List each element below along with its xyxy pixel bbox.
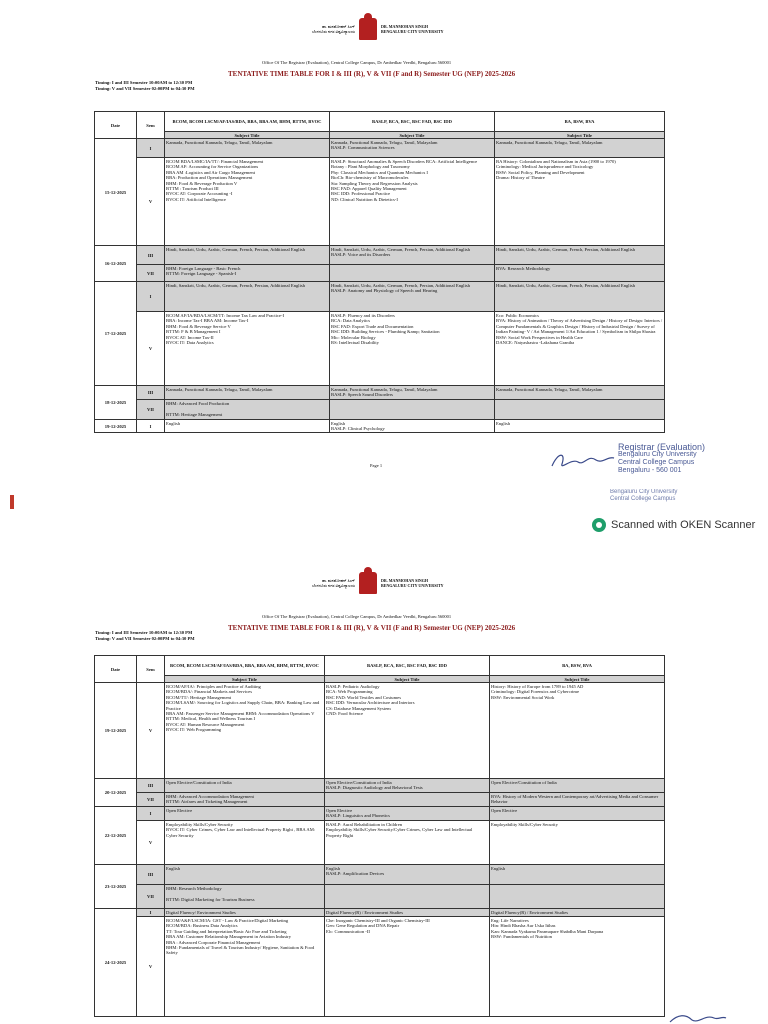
office-address: Office Of The Registrar (Evaluation), Central College Campus, Dr Ambedkar Veedhi, Bengaluru 560001: [262, 614, 452, 619]
subject-cell-3: Eng: Life Narratives Hin: Hindi Bhasha Aur Uska Itihas Kan: Kannada Vyakarna Paramapare Shabdha Mani Darpana BSW: Fundamentals of Nutrition: [490, 917, 665, 1017]
document-title: TENTATIVE TIME TABLE FOR I & III (R), V & VII (F and R) Semester UG (NEP) 2025-2026: [228, 70, 516, 78]
header-english: DR. MANMOHAN SINGH BENGALURU CITY UNIVERSITY: [381, 578, 444, 588]
semester: VII: [137, 265, 165, 282]
university-header: [300, 18, 461, 40]
subject-cell-3: Kannada, Functional Kannada, Telugu, Tamil, Malayalam: [495, 386, 665, 400]
header-col1: BCOM, BCOM LSCM/AF/IAS/BDA, BBA, BBA AM, BHM, BTTM, BVOC: [165, 112, 330, 132]
table-row: [95, 807, 665, 821]
exam-date: 22-12-2025: [95, 807, 137, 865]
semester: V: [137, 917, 165, 1017]
semester: III: [137, 386, 165, 400]
semester: I: [137, 807, 165, 821]
page-number: Page 1: [370, 463, 383, 468]
semester: III: [137, 779, 165, 793]
subject-cell-3: Digital Fluency(R) / Environment Studies: [490, 909, 665, 917]
semester: I: [137, 420, 165, 433]
subject-cell-2: [325, 793, 490, 807]
document-title: TENTATIVE TIME TABLE FOR I & III (R), V & VII (F and R) Semester UG (NEP) 2025-2026: [228, 624, 516, 632]
registrar-stamp: Registrar (Evaluation) Bengaluru City University Central College Campus Bengaluru - 560 001: [618, 442, 706, 474]
subject-cell-1: BHM: Advanced Accommodation Management BTTM: Airfares and Ticketing Management: [165, 793, 325, 807]
table-row: [95, 793, 665, 807]
header-sem: Sem: [137, 656, 165, 683]
header-col3: BA, BSW, BVA: [495, 112, 665, 132]
semester: V: [137, 683, 165, 779]
timing-info: Timing: I and III Semester 10:00AM to 12:30 PM Timing: V and VII Semester 02:00PM to 04:30 PM: [95, 80, 195, 91]
header-subject-title: Subject Title: [325, 676, 490, 683]
subject-cell-1: Kannada, Functional Kannada, Telugu, Tamil, Malayalam: [165, 139, 330, 158]
header-col2: BASLP, BCA, BSC, BSC FAD, BSC IDD: [330, 112, 495, 132]
subject-cell-2: [330, 265, 495, 282]
subject-cell-1: BCOM/AF/IA/: Principles and Practice of Auditing BCOM/BDA/: Financial Markets and Services BCOM/TT/: Heritage Management BCOM/LSAM/: Sourcing for Logistics and Supply Chain, BBA: Banking Law and Practice BBA AM: Passenger Service Management BHM: Accommodation Operations V BTTM: Medical, Health and Wellness Tourism I BVOC AT: Human Resource Management BVOC IT: Web Programming: [165, 683, 325, 779]
table-row: [95, 779, 665, 793]
subject-cell-1: Hindi, Sanskrit, Urdu, Arabic, German, French, Persian, Additional English: [165, 246, 330, 265]
subject-cell-1: BCOM/A&F/LSCM/IA: GST - Law & Practice/Digital Marketing BCOM/BDA: Business Data Analytics TT: Tour Guiding and Interpretation/Basic Air Fare and Ticketing BBA AM: Customer Relationship Management in Aviation Industry BBA : Advanced Corporate Financial Management BHM: Fundamentals of Travel & Tourism Industry/ Hygiene, Sanitation & Food Safety: [165, 917, 325, 1017]
header-sem: Sem: [137, 112, 165, 139]
table-row: [95, 386, 665, 400]
subject-cell-2: BASLP: Structural Anomalies & Speech Disorders BCA: Artificial Intelligence Botany : Plant Morphology and Taxonomy Phy: Classical Mechanics and Quantum Mechanics I BioCh: Bio-chemistry of Macromolecules Sta: Sampling Theory and Regression Analysis BSC FAD: Apparel Quality Management BSC IDD: Professional Practice ND: Clinical Nutrition & Dietetics-I: [330, 158, 495, 246]
subject-cell-2: BASLP: Aural Rehabilitation in Children Employability Skills/Cyber Security/Cyber Crimes, Cyber Law and Intellectual Property Right: [325, 821, 490, 865]
table-row: [95, 917, 665, 1017]
semester: I: [137, 139, 165, 158]
subject-cell-2: English BASLP: Clinical Psychology: [330, 420, 495, 433]
header-date: Date: [95, 112, 137, 139]
scanner-watermark: Scanned with OKEN Scanner: [592, 518, 755, 532]
table-row: [95, 312, 665, 386]
university-crest-icon: [359, 18, 377, 40]
subject-cell-1: BCOM AF/IA/BDA/LSCM/TT: Income Tax Law and Practice-I BBA: Income Tax-I BBA AM: Income Tax-I BHM: Food & Beverage Service V BTTM: F & B Management I BVOC AT: Income Tax-II BVOC IT: Data Analytics: [165, 312, 330, 386]
table-row: [95, 821, 665, 865]
header-date: Date: [95, 656, 137, 683]
subject-cell-2: Hindi, Sanskrit, Urdu, Arabic, German, French, Persian, Additional English BASLP: Anatomy and Physiology of Speech and Hearing: [330, 282, 495, 312]
signature-icon: [668, 1012, 728, 1024]
subject-cell-2: Hindi, Sanskrit, Urdu, Arabic, German, French, Persian, Additional English BASLP: Voice and its Disorders: [330, 246, 495, 265]
subject-cell-3: Eco: Public Economics BVA: History of Animation / Theory of Advertising Design / History of Design: Interiors / Computer Fundamentals & Graphics Design / History of Industrial Design / Survey of Indian Painting- V / Art Management 1/Art Education 1 / Symbolism in Shilpa Shastra BSW: Social Work Perspectives in Health Care DANCE: Natyashastra -Lakshana Grantha: [495, 312, 665, 386]
exam-date: 24-12-2025: [95, 909, 137, 1017]
subject-cell-2: BASLP: Fluency and its Disorders BCA: Data Analytics BSC FAD: Export Trade and Documentation BSC IDD: Building Services - Plumbing &amp; Sanitation Mic: Molecular Biology RS: Intellectual Disability: [330, 312, 495, 386]
subject-cell-3: Hindi, Sanskrit, Urdu, Arabic, German, French, Persian, Additional English: [495, 246, 665, 265]
header-subject-title: Subject Title: [490, 676, 665, 683]
header-col3: BA, BSW, BVA: [490, 656, 665, 676]
header-subject-title: Subject Title: [330, 132, 495, 139]
registrar-stamp-secondary: Bengaluru City University Central College Campus: [610, 489, 678, 502]
timing-info: Timing: I and III Semester 10:00AM to 12:30 PM Timing: V and VII Semester 02:00PM to 04:30 PM: [95, 630, 195, 641]
timetable-page-1: [94, 111, 665, 433]
subject-cell-2: Digital Fluency(R) / Environment Studies: [325, 909, 490, 917]
table-row: [95, 246, 665, 265]
table-row: [95, 282, 665, 312]
subject-cell-2: Kannada, Functional Kannada, Telugu, Tamil, Malayalam BASLP: Speech Sound Disorders: [330, 386, 495, 400]
subject-cell-2: [330, 400, 495, 420]
subject-cell-3: Hindi, Sanskrit, Urdu, Arabic, German, French, Persian, Additional English: [495, 282, 665, 312]
subject-cell-1: Open Elective: [165, 807, 325, 821]
semester: VII: [137, 400, 165, 420]
subject-cell-2: Open Elective/Constitution of India BASLP: Diagnostic Audiology and Behavioral Tests: [325, 779, 490, 793]
subject-cell-1: BHM: Advanced Food Production BTTM: Heritage Management: [165, 400, 330, 420]
semester: V: [137, 312, 165, 386]
subject-cell-2: Kannada, Functional Kannada, Telugu, Tamil, Malayalam BASLP: Communication Sciences: [330, 139, 495, 158]
table-row: [95, 420, 665, 433]
semester: I: [137, 909, 165, 917]
subject-cell-1: BCOM BDA/LSMC/IA/TT/: Financial Management BCOM AF: Accounting for Service Organizations BBA AM :Logistics and Air Cargo Management BBA: Production and Operations Management BHM: Food & Beverage Production V BTTM : Tourism Product III BVOC AT: Corporate Accounting -I BVOC IT: Artificial Intelligence: [165, 158, 330, 246]
header-subject-title: Subject Title: [165, 676, 325, 683]
subject-cell-1: BHM: Foreign Language - Basic French BTTM: Foreign Language - Spanish-I: [165, 265, 330, 282]
subject-cell-1: BHM: Research Methodology BTTM: Digital Marketing for Tourism Business: [165, 885, 325, 909]
office-address: Office Of The Registrar (Evaluation), Central College Campus, Dr Ambedkar Veedhi, Bengaluru 560001: [262, 60, 452, 65]
subject-cell-3: [495, 400, 665, 420]
semester: VII: [137, 793, 165, 807]
table-row: [95, 683, 665, 779]
timetable-page-2: [94, 655, 665, 1017]
signature-icon: [548, 448, 618, 474]
subject-cell-3: BA History: Colonialism and Nationalism in Asia (1900 to 1970) Criminology: Medical Jurisprudence and Toxicology BSW: Social Policy, Planning and Development Drama: History of Theatre: [495, 158, 665, 246]
subject-cell-1: Hindi, Sanskrit, Urdu, Arabic, German, French, Persian, Additional English: [165, 282, 330, 312]
subject-cell-3: English: [490, 865, 665, 885]
subject-cell-1: Employability Skills/Cyber Security BVOC IT: Cyber Crimes, Cyber Law and Intellectual Property Right , BBA AM: Cyber Security: [165, 821, 325, 865]
subject-cell-3: English: [495, 420, 665, 433]
subject-cell-1: Kannada, Functional Kannada, Telugu, Tamil, Malayalam: [165, 386, 330, 400]
semester: III: [137, 246, 165, 265]
subject-cell-1: Open Elective/Constitution of India: [165, 779, 325, 793]
semester: V: [137, 821, 165, 865]
exam-date: 17-12-2025: [95, 282, 137, 386]
university-header: [300, 572, 461, 594]
semester: V: [137, 158, 165, 246]
header-col2: BASLP, BCA, BSC, BSC FAD, BSC IDD: [325, 656, 490, 676]
table-row: [95, 865, 665, 885]
subject-cell-3: Kannada, Functional Kannada, Telugu, Tamil, Malayalam: [495, 139, 665, 158]
table-row: [95, 885, 665, 909]
university-crest-icon: [359, 572, 377, 594]
exam-date: 23-12-2025: [95, 865, 137, 909]
table-row: [95, 139, 665, 158]
subject-cell-2: Open Elective BASLP: Linguistics and Phonetics: [325, 807, 490, 821]
table-row: [95, 158, 665, 246]
header-kannada: ಡಾ. ಮನಮೋಹನ್ ಸಿಂಗ್ ಬೆಂಗಳೂರು ನಗರ ವಿಶ್ವವಿದ್ಯಾಲಯ: [312, 24, 355, 34]
exam-date: 15-12-2025: [95, 139, 137, 246]
subject-cell-3: History: History of Europe from 1789 to 1945 AD Criminology: Digital Forensics and Cybercrime BSW: Environmental Social Work: [490, 683, 665, 779]
semester: III: [137, 865, 165, 885]
exam-date: 18-12-2025: [95, 386, 137, 420]
subject-cell-2: [325, 885, 490, 909]
header-english: DR. MANMOHAN SINGH BENGALURU CITY UNIVERSITY: [381, 24, 444, 34]
exam-date: 19-12-2025: [95, 683, 137, 779]
exam-date: 19-12-2025: [95, 420, 137, 433]
subject-cell-1: Digital Fluency/ Environment Studies: [165, 909, 325, 917]
subject-cell-2: English BASLP: Amplification Devices: [325, 865, 490, 885]
header-subject-title: Subject Title: [495, 132, 665, 139]
exam-date: 16-12-2025: [95, 246, 137, 282]
table-row: [95, 909, 665, 917]
table-row: [95, 400, 665, 420]
subject-cell-1: English: [165, 420, 330, 433]
subject-cell-3: [490, 885, 665, 909]
page-2: [0, 512, 768, 1024]
subject-cell-3: Employability Skills/Cyber Security: [490, 821, 665, 865]
subject-cell-3: Open Elective/Constitution of India: [490, 779, 665, 793]
exam-date: 20-12-2025: [95, 779, 137, 807]
subject-cell-2: Che: Inorganic Chemistry-III and Organic Chemistry-III Gen: Gene Regulation and DNA Repair Elc: Communication -II: [325, 917, 490, 1017]
subject-cell-3: BVA: History of Modern Western and Contemporary art/Advertising Media and Consumer Behavior: [490, 793, 665, 807]
header-kannada: ಡಾ. ಮನಮೋಹನ್ ಸಿಂಗ್ ಬೆಂಗಳೂರು ನಗರ ವಿಶ್ವವಿದ್ಯಾಲಯ: [312, 578, 355, 588]
semester: I: [137, 282, 165, 312]
subject-cell-1: English: [165, 865, 325, 885]
subject-cell-2: BASLP: Pediatric Audiology BCA: Web Programming BSC FAD: World Textiles and Costumes BSC IDD: Vernacular Architecture and Interiors CS: Database Management System CND: Food Science: [325, 683, 490, 779]
subject-cell-3: Open Elective: [490, 807, 665, 821]
header-subject-title: Subject Title: [165, 132, 330, 139]
table-row: [95, 265, 665, 282]
semester: VII: [137, 885, 165, 909]
subject-cell-3: BVA: Research Methodology: [495, 265, 665, 282]
header-col1: BCOM, BCOM LSCM/AF/IAS/BDA, BBA, BBA AM, BHM, BTTM, BVOC: [165, 656, 325, 676]
